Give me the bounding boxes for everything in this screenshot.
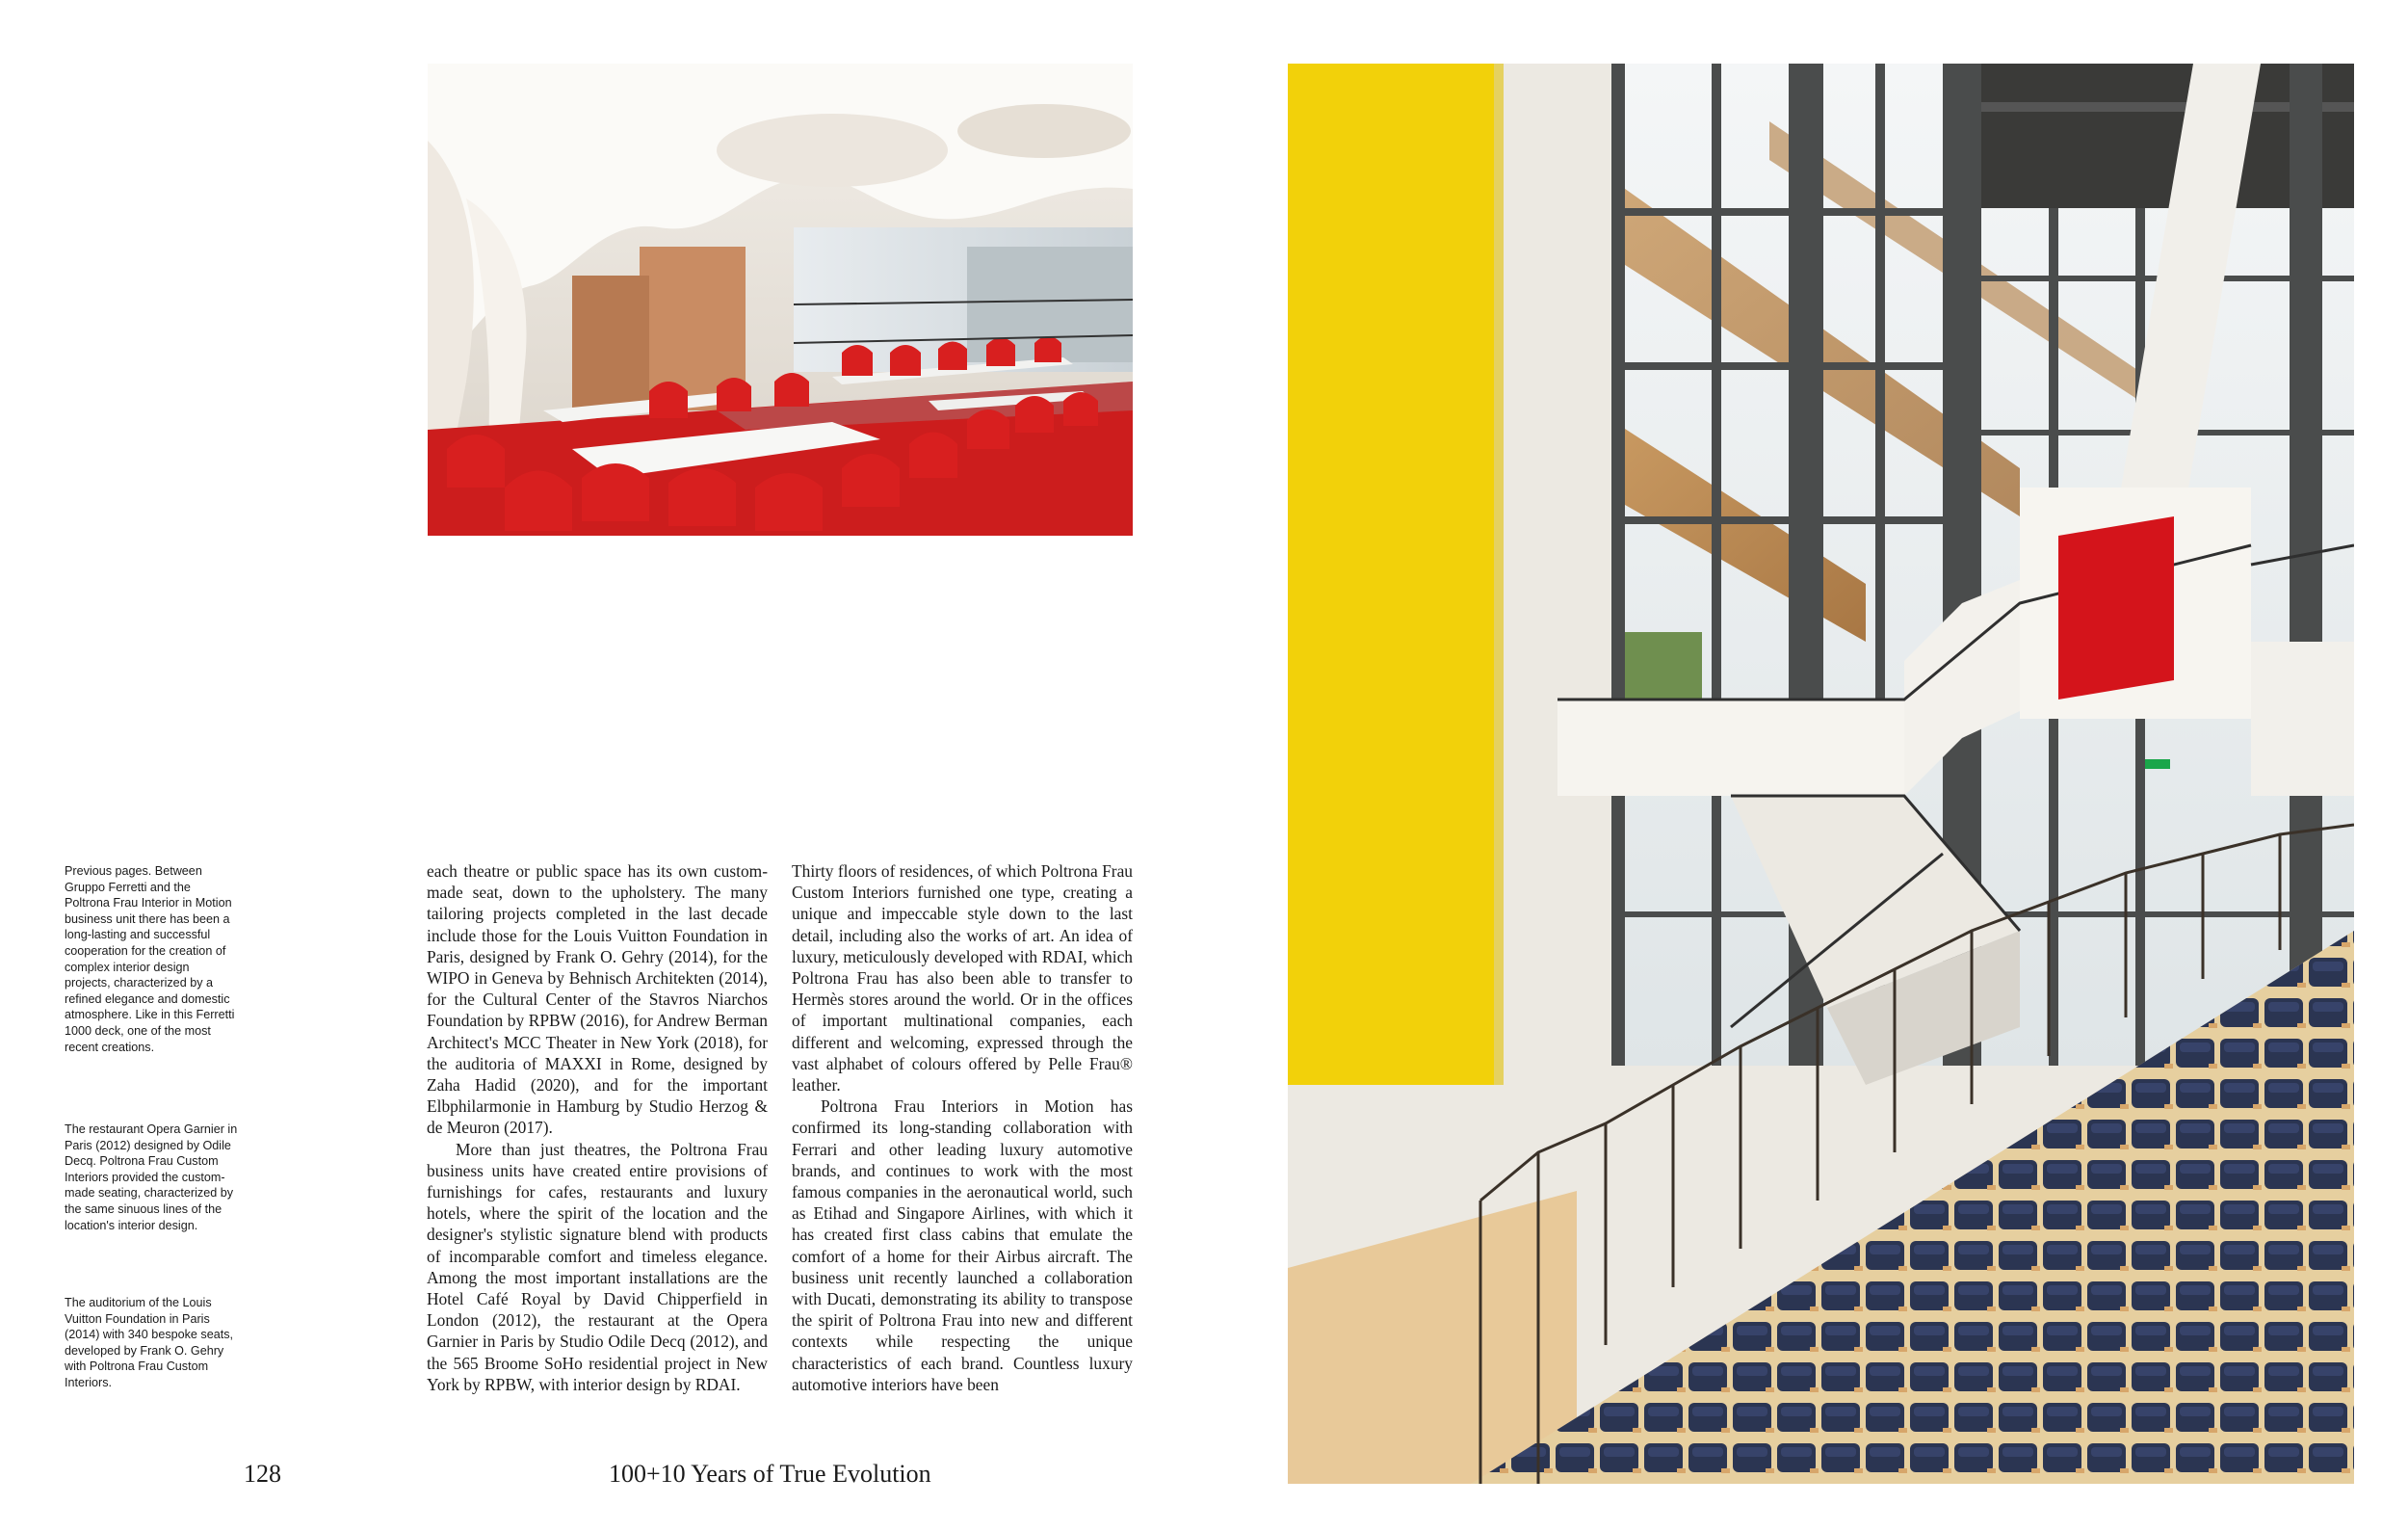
caption-auditorium: The auditorium of the Louis Vuitton Foundation in Paris (2014) with 340 bespoke seats, developed by Frank O. Gehry with Poltrona Frau Custom Interiors. (65, 1296, 234, 1389)
paragraph: Poltrona Frau Interiors in Motion has confirmed its long-standing collaboration with Ferrari and other leading luxury automotive brands, and continues to work with the most famous companies in the aeronautical world, such as Etihad and Singapore Airlines, with which it has created first class cabins that emulate the comfort of a home for their Airbus aircraft. The business unit recently launched a collaboration with Ducati, demonstrating its ability to transpose the spirit of Poltrona Frau into new and different contexts while respecting the unique characteristics of each brand. Countless luxury automotive interiors have been (792, 1096, 1133, 1394)
caption-restaurant: The restaurant Opera Garnier in Paris (2012) designed by Odile Decq. Poltrona Frau Custom Interiors provided the custom-made seating, characterized by the same sinuous lines of the location's interior design. (65, 1122, 238, 1232)
paragraph: Thirty floors of residences, of which Poltrona Frau Custom Interiors furnished one type, creating a unique and impeccable style down to the last detail, including also the works of art. An idea of luxury, meticulously developed with RDAI, which Poltrona Frau has also been able to transfer to Hermès stores around the world. Or in the offices of important multinational companies, each different and welcoming, expressed through the vast alphabet of colours offered by Pelle Frau® leather. (792, 861, 1133, 1095)
paragraph: each theatre or public space has its own custom-made seat, down to the upholstery. The many tailoring projects completed in the last decade include those for the Louis Vuitton Foundation in Paris, designed by Frank O. Gehry (2014), for the WIPO in Geneva by Behnisch Architekten (2014), for the Cultural Center of the Stavros Niarchos Foundation by RPBW (2016), for Andrew Berman Architect's MCC Theater in New York (2018), for the auditoria of MAXXI in Rome, designed by Zaha Hadid (2020), and for the important Elbphilarmonie in Hamburg by Studio Herzog & de Meuron (2017). (427, 861, 768, 1138)
text-column-2 (792, 860, 1133, 1395)
auditorium-photo (1288, 64, 2354, 1484)
running-title: 100+10 Years of True Evolution (609, 1460, 931, 1488)
paragraph: More than just theatres, the Poltrona Frau business units have created entire provisions of furnishings for cafes, restaurants and luxury hotels, where the spirit of the location and the designer's stylistic signature blend with products of incomparable comfort and timeless elegance. Among the most important installations are the Hotel Café Royal by David Chipperfield in London (2012), the restaurant at the Opera Garnier in Paris by Studio Odile Decq (2012), and the 565 Broome SoHo residential project in New York by RPBW, with interior design by RDAI. (427, 1139, 768, 1394)
restaurant-photo (428, 64, 1133, 536)
caption-previous-pages: Previous pages. Between Gruppo Ferretti and the Poltrona Frau Interior in Motion business unit there has been a long-lasting and successful cooperation for the creation of complex interior design projects, characterized by a refined elegance and domestic atmosphere. Like in this Ferretti 1000 deck, one of the most recent creations. (65, 864, 235, 1054)
text-column-1 (427, 860, 768, 1395)
page-number: 128 (244, 1460, 281, 1488)
